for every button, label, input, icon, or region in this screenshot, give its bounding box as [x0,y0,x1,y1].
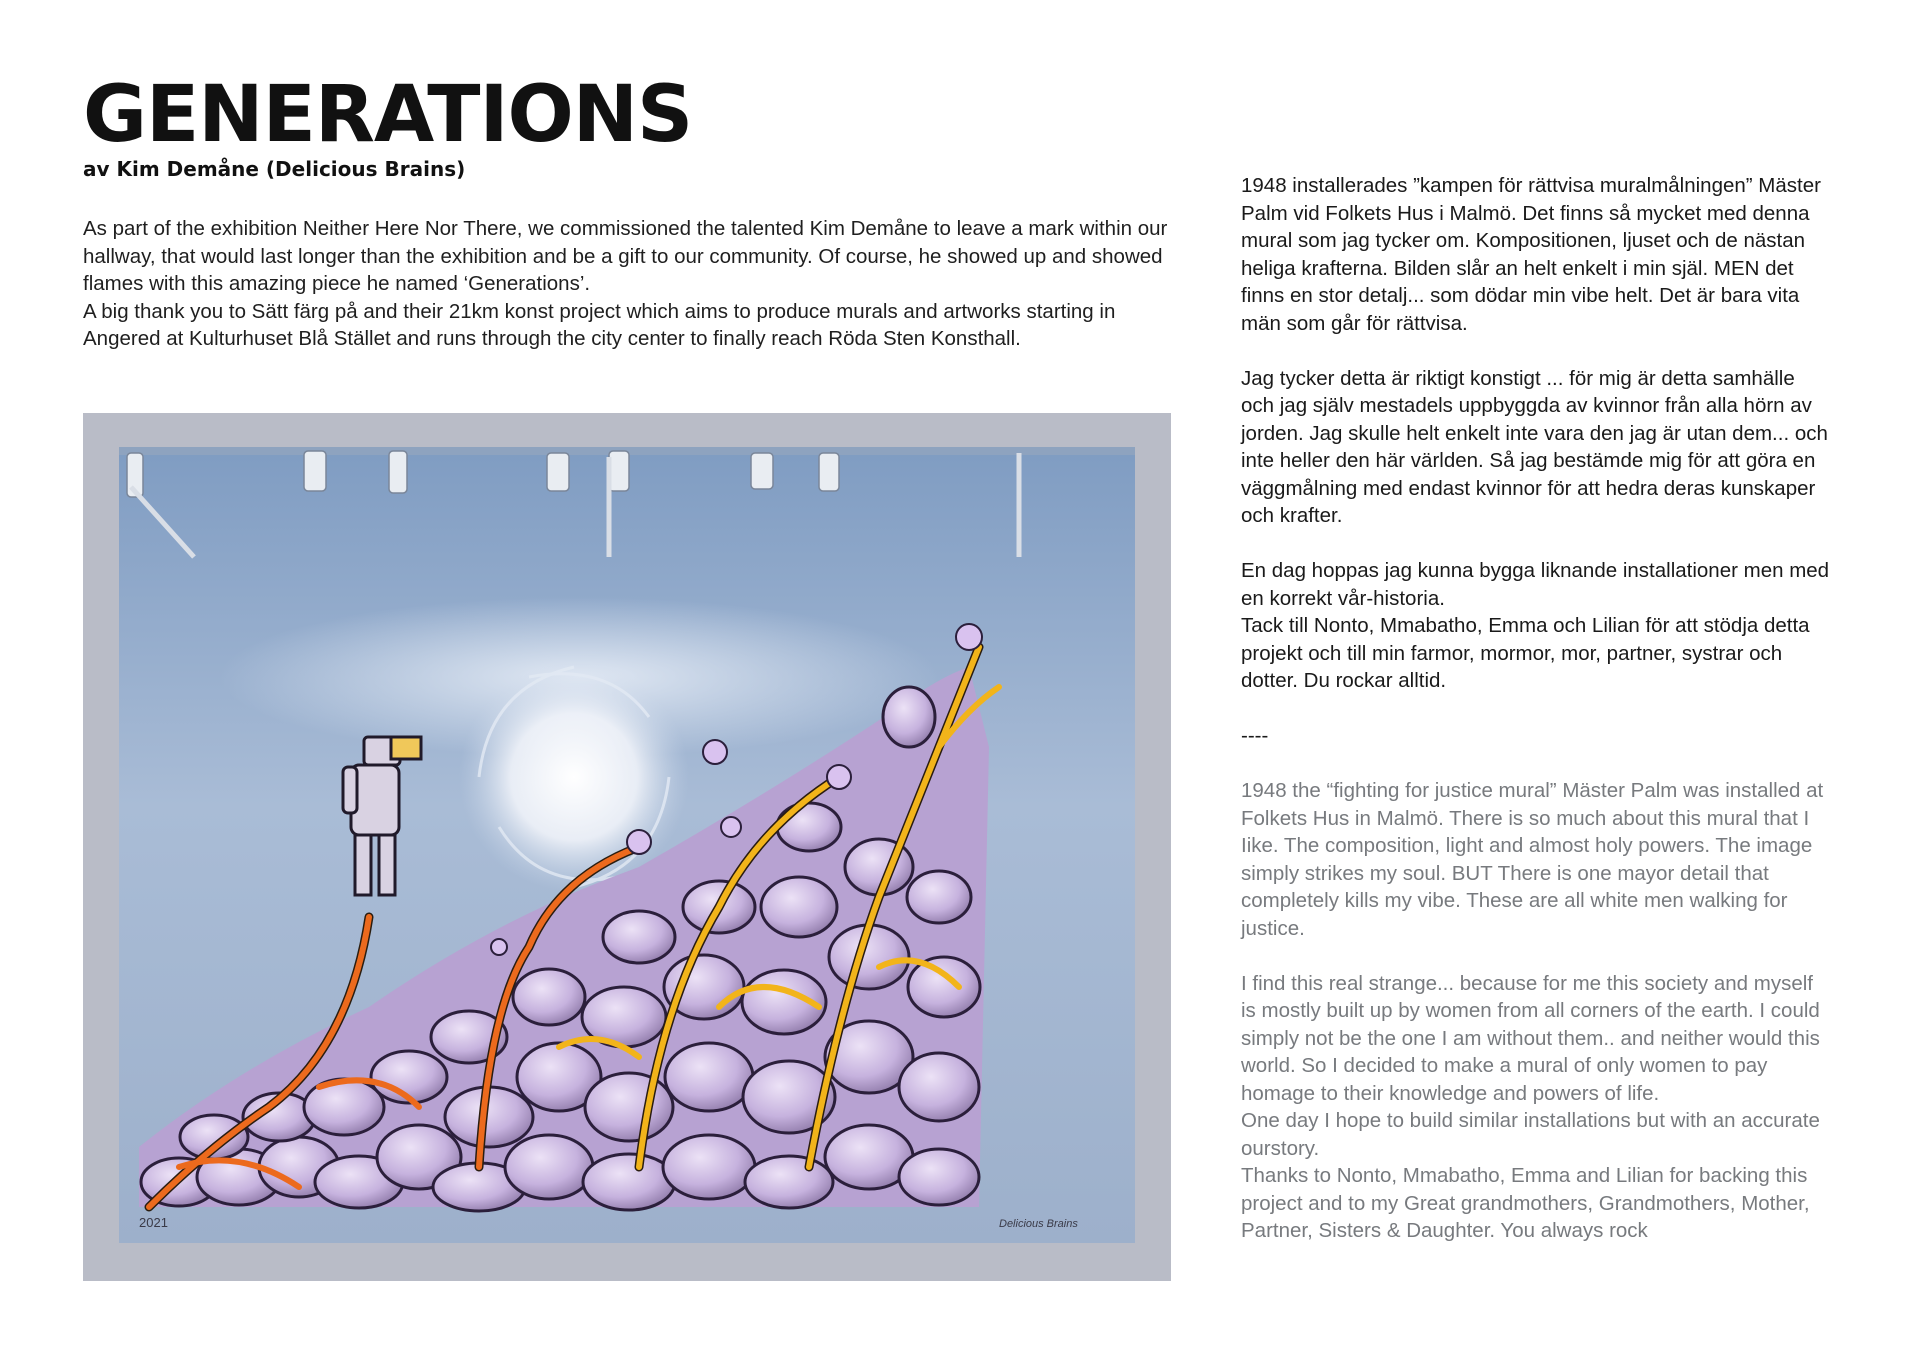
english-paragraph: One day I hope to build similar installations but with an accurate ourstory. [1241,1109,1820,1160]
swedish-paragraph: Jag tycker detta är riktigt konstigt ... för mig är detta samhälle och jag själv mestadels uppbyggda av kvinnor från alla hörn av jorden. Jag skulle helt enkelt inte vara den jag är utan dem... och inte heller den här världen. Så jag bestämde mig för att göra en väggmålning med endast kvinnor för att hedra deras kunskaper och krafter. [1241,366,1828,527]
page-title: GENERATIONS [83,70,693,160]
mural-year: 2021 [139,1215,168,1230]
mural-photo-frame [83,413,1171,1281]
english-text [1241,777,1831,1245]
intro-text [83,215,1173,353]
artist-subtitle: av Kim Demåne (Delicious Brains) [83,157,466,181]
language-separator: ---- [1241,724,1269,747]
swedish-paragraph: 1948 installerades ”kampen för rättvisa muralmålningen” Mäster Palm vid Folkets Hus i Malmö. Det finns så mycket med denna mural som jag tycker om. Kompositionen, ljuset och de nästan heliga krafterna. Bilden slår an helt enkelt i min själ. MEN det finns en stor detalj... som dödar min vibe helt. Det är bara vita män som går för rättvisa. [1241,174,1821,335]
statement-column [1241,172,1831,1245]
intro-paragraph: A big thank you to Sätt färg på and their 21km konst project which aims to produce murals and artworks starting in Angered at Kulturhuset Blå Stället and runs through the city center to finally reach Röda Sten Konsthall. [83,299,1116,350]
swedish-paragraph: En dag hoppas jag kunna bygga liknande installationer men med en korrekt vår-historia. [1241,559,1830,610]
english-paragraph: I find this real strange... because for me this society and myself is mostly built up by women from all corners of the earth. I could simply not be the one I am without them.. and neither would this world. So I decided to make a mural of only women to pay homage to their knowledge and powers of life. [1241,971,1820,1105]
mural-signature: Delicious Brains [999,1218,1078,1230]
mural-photo [119,447,1135,1243]
english-paragraph: Thanks to Nonto, Mmabatho, Emma and Lilian for backing this project and to my Great grandmothers, Grandmothers, Mother, Partner, Sisters & Daughter. You always rock [1241,1164,1810,1242]
intro-paragraph: As part of the exhibition Neither Here Nor There, we commissioned the talented Kim Demåne to leave a mark within our hallway, that would last longer than the exhibition and be a gift to our community. Of course, he showed up and showed flames with this amazing piece he named ‘Generations’. [83,217,1168,295]
english-paragraph: 1948 the “fighting for justice mural” Mäster Palm was installed at Folkets Hus in Malmö. There is so much about this mural that I Iike. The composition, light and almost holy powers. The image simply strikes my soul. BUT There is one mayor detail that completely kills my vibe. These are all white men walking for justice. [1241,779,1824,940]
swedish-paragraph: Tack till Nonto, Mmabatho, Emma och Lilian för att stödja detta projekt och till min farmor, mormor, mor, partner, systrar och dotter. Du rockar alltid. [1241,614,1810,692]
